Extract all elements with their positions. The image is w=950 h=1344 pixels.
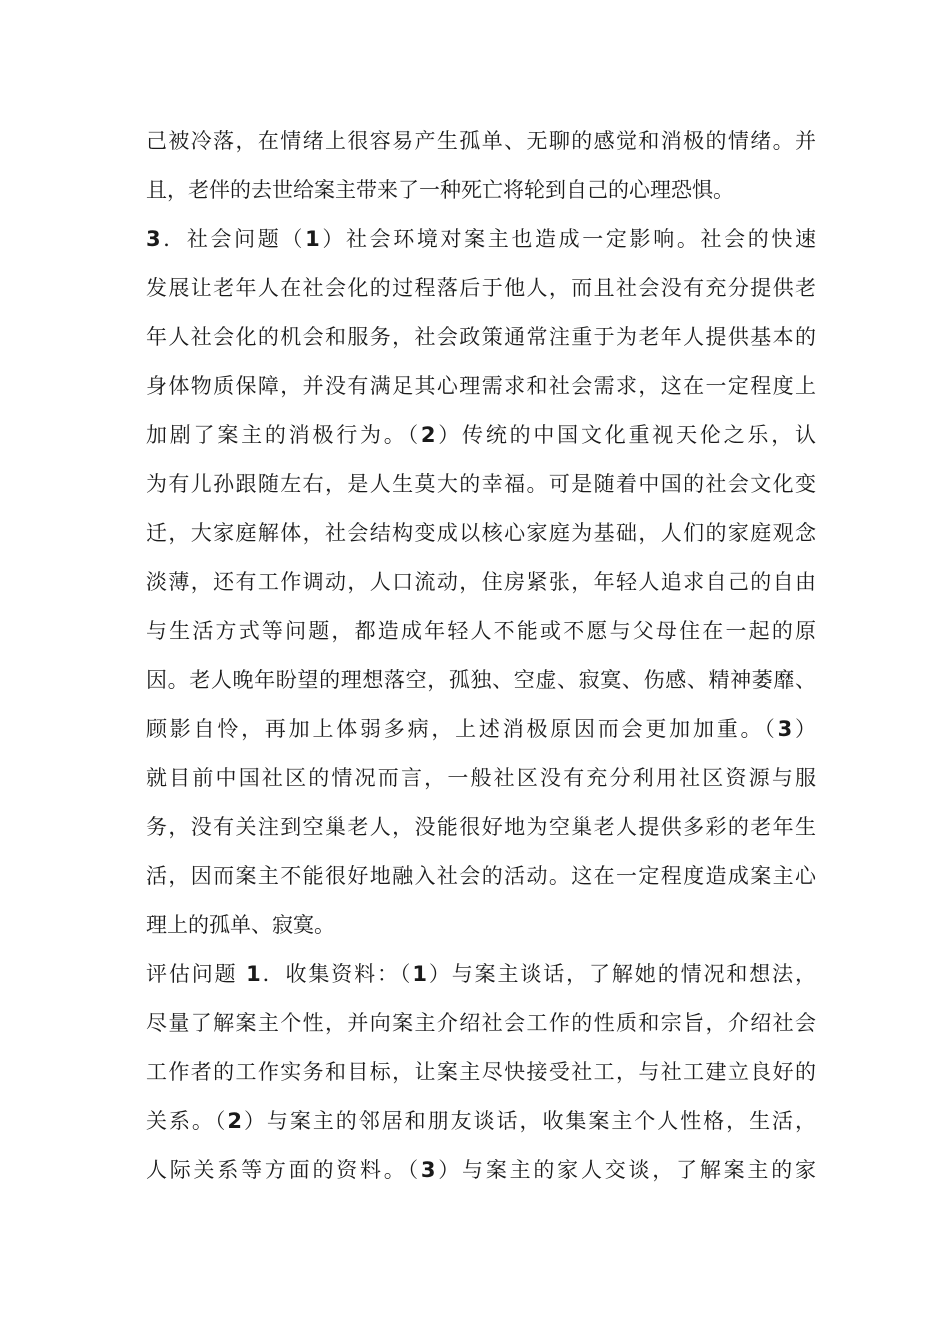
- paragraph-line: 年人社会化的机会和服务，社会政策通常注重于为老年人提供基本的: [146, 325, 816, 349]
- paragraph-line: 人际关系等方面的资料。（3）与案主的家人交谈，了解案主的家: [146, 1158, 816, 1182]
- paragraph-line: 为有儿孙跟随左右，是人生莫大的幸福。可是随着中国的社会文化变: [146, 472, 816, 496]
- paragraph-line: 评估问题 1．收集资料：（1）与案主谈话，了解她的情况和想法，: [146, 962, 816, 986]
- paragraph-line: 就目前中国社区的情况而言，一般社区没有充分利用社区资源与服: [146, 766, 816, 790]
- paragraph-line: 关系。（2）与案主的邻居和朋友谈话，收集案主个人性格，生活，: [146, 1109, 816, 1133]
- paragraph-line: 与生活方式等问题，都造成年轻人不能或不愿与父母住在一起的原: [146, 619, 816, 643]
- paragraph-line: 淡薄，还有工作调动，人口流动，住房紧张，年轻人追求自己的自由: [146, 570, 816, 594]
- paragraph-line: 己被冷落，在情绪上很容易产生孤单、无聊的感觉和消极的情绪。并: [146, 129, 816, 153]
- paragraph-line: 因。老人晚年盼望的理想落空，孤独、空虚、寂寞、伤感、精神萎靡、: [146, 668, 816, 692]
- paragraph-line: 工作者的工作实务和目标，让案主尽快接受社工，与社工建立良好的: [146, 1060, 816, 1084]
- paragraph-line: 发展让老年人在社会化的过程落后于他人，而且社会没有充分提供老: [146, 276, 816, 300]
- paragraph-line: 理上的孤单、寂寞。: [146, 913, 335, 937]
- paragraph-line: 活，因而案主不能很好地融入社会的活动。这在一定程度造成案主心: [146, 864, 816, 888]
- paragraph-line: 加剧了案主的消极行为。（2）传统的中国文化重视天伦之乐，认: [146, 423, 816, 447]
- paragraph-line: 身体物质保障，并没有满足其心理需求和社会需求，这在一定程度上: [146, 374, 816, 398]
- paragraph-line: 且，老伴的去世给案主带来了一种死亡将轮到自己的心理恐惧。: [146, 178, 734, 202]
- document-body: [146, 117, 816, 1195]
- paragraph-line: 迁，大家庭解体，社会结构变成以核心家庭为基础，人们的家庭观念: [146, 521, 816, 545]
- paragraph-line: 务，没有关注到空巢老人，没能很好地为空巢老人提供多彩的老年生: [146, 815, 816, 839]
- paragraph-line: 3．社会问题（1）社会环境对案主也造成一定影响。社会的快速: [146, 227, 816, 251]
- paragraph-line: 顾影自怜，再加上体弱多病，上述消极原因而会更加加重。（3）: [146, 717, 816, 741]
- paragraph-line: 尽量了解案主个性，并向案主介绍社会工作的性质和宗旨，介绍社会: [146, 1011, 816, 1035]
